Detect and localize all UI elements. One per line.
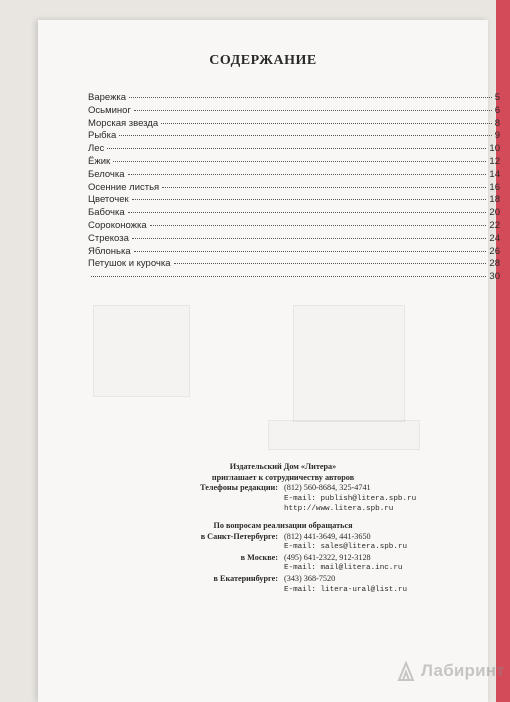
toc-entry-page: 20 xyxy=(489,207,500,219)
editorial-email: E-mail: publish@litera.spb.ru xyxy=(284,494,417,503)
toc-entry-page: 8 xyxy=(494,117,500,129)
toc-entry-page: 30 xyxy=(489,271,500,283)
toc-entry xyxy=(88,143,500,156)
spb-email: E-mail: sales@litera.spb.ru xyxy=(284,543,408,552)
toc-entry-page: 18 xyxy=(489,194,500,206)
toc-entry-page: 14 xyxy=(489,168,500,180)
toc-entry xyxy=(88,92,500,105)
toc-dot-leader xyxy=(134,251,487,252)
toc-entry-page: 6 xyxy=(494,104,500,116)
toc-dot-leader xyxy=(113,161,486,162)
moscow-label: в Москве: xyxy=(240,552,278,562)
toc-entry-title: Бабочка xyxy=(88,207,125,219)
publisher-info xyxy=(38,462,488,595)
editorial-label: Телефоны редакции: xyxy=(200,483,278,493)
toc-entry-title: Варежка xyxy=(88,92,127,103)
spb-label: в Санкт-Петербурге: xyxy=(200,531,278,541)
toc-entry-title: Цветочек xyxy=(88,194,129,206)
toc-dot-leader xyxy=(174,263,487,264)
ekb-phone: (343) 368-7520 xyxy=(284,573,336,583)
page-title: СОДЕРЖАНИЕ xyxy=(209,53,317,68)
publisher-name: Издательский Дом «Литера» xyxy=(229,462,337,471)
toc-entry-title: Петушок и курочка xyxy=(88,258,171,270)
toc-dot-leader xyxy=(129,97,492,98)
toc-entry-title: Морская звезда xyxy=(88,117,159,129)
toc-entry-title: Белочка xyxy=(88,168,125,180)
toc-dot-leader xyxy=(107,148,486,149)
sales-heading: По вопросам реализации обращаться xyxy=(213,520,353,530)
toc-dot-leader xyxy=(161,123,492,124)
toc-entry xyxy=(88,105,500,118)
toc-entry-title: Лес xyxy=(88,143,105,155)
toc-entry-title: Стрекоза xyxy=(88,232,129,244)
toc-entry xyxy=(88,130,500,143)
toc-entry-title: Осенние листья xyxy=(88,181,160,193)
editorial-site: http://www.litera.spb.ru xyxy=(284,505,394,514)
editorial-phone: (812) 560-8684, 325-4741 xyxy=(284,483,371,493)
toc-dot-leader xyxy=(132,238,487,239)
toc-entry-page: 16 xyxy=(489,181,500,193)
toc-entry-page: 24 xyxy=(489,232,500,244)
bleed-through-image xyxy=(293,305,405,422)
toc-dot-leader xyxy=(91,276,486,277)
spb-phone: (812) 441-3649, 441-3650 xyxy=(284,531,371,541)
moscow-phone: (495) 641-2322, 912-3128 xyxy=(284,552,371,562)
toc-dot-leader xyxy=(119,135,491,136)
toc-entry-page: 28 xyxy=(489,258,500,270)
toc-entry xyxy=(88,233,500,246)
editorial-contacts xyxy=(38,483,488,515)
toc-entry-page: 5 xyxy=(494,92,500,103)
toc-entry xyxy=(88,207,500,220)
toc-entry-page: 9 xyxy=(494,130,500,142)
toc-entry xyxy=(88,258,500,271)
toc-dot-leader xyxy=(150,225,487,226)
ekb-label: в Екатеринбурге: xyxy=(213,573,278,583)
labyrinth-logo-icon xyxy=(395,660,417,682)
toc-entry-title: Осьминог xyxy=(88,104,131,116)
book-page xyxy=(38,20,500,702)
toc-entry-title: Ёжик xyxy=(88,155,111,167)
toc-entry-title: Сороконожка xyxy=(88,219,147,231)
toc-dot-leader xyxy=(128,212,487,213)
toc-entry xyxy=(88,169,500,182)
toc-entry xyxy=(88,271,500,284)
bleed-through-image xyxy=(268,420,420,450)
watermark-text: Лабиринт xyxy=(421,661,505,680)
toc-dot-leader xyxy=(128,174,487,175)
toc-entry-title: Рыбка xyxy=(88,130,117,142)
toc-entry-page: 10 xyxy=(489,143,500,155)
toc-dot-leader xyxy=(162,187,486,188)
toc-dot-leader xyxy=(134,110,492,111)
toc-entry xyxy=(88,156,500,169)
toc-entry-page: 26 xyxy=(489,245,500,257)
toc-entry xyxy=(88,194,500,207)
toc-entry xyxy=(88,220,500,233)
toc-entry-title: Яблонька xyxy=(88,245,131,257)
toc-entry xyxy=(88,118,500,131)
moscow-email: E-mail: mail@litera.inc.ru xyxy=(284,564,403,573)
toc-entry-page: 12 xyxy=(489,155,500,167)
sales-contacts xyxy=(38,532,488,596)
toc-entry xyxy=(88,246,500,259)
labyrinth-watermark xyxy=(395,660,505,682)
toc-entry xyxy=(88,182,500,195)
toc-entry-page: 22 xyxy=(489,219,500,231)
table-of-contents xyxy=(88,92,500,284)
ekb-email: E-mail: litera-ural@list.ru xyxy=(284,585,408,594)
toc-dot-leader xyxy=(132,199,487,200)
publisher-invitation: приглашает к сотрудничеству авторов xyxy=(211,472,355,482)
bleed-through-image xyxy=(93,305,190,397)
